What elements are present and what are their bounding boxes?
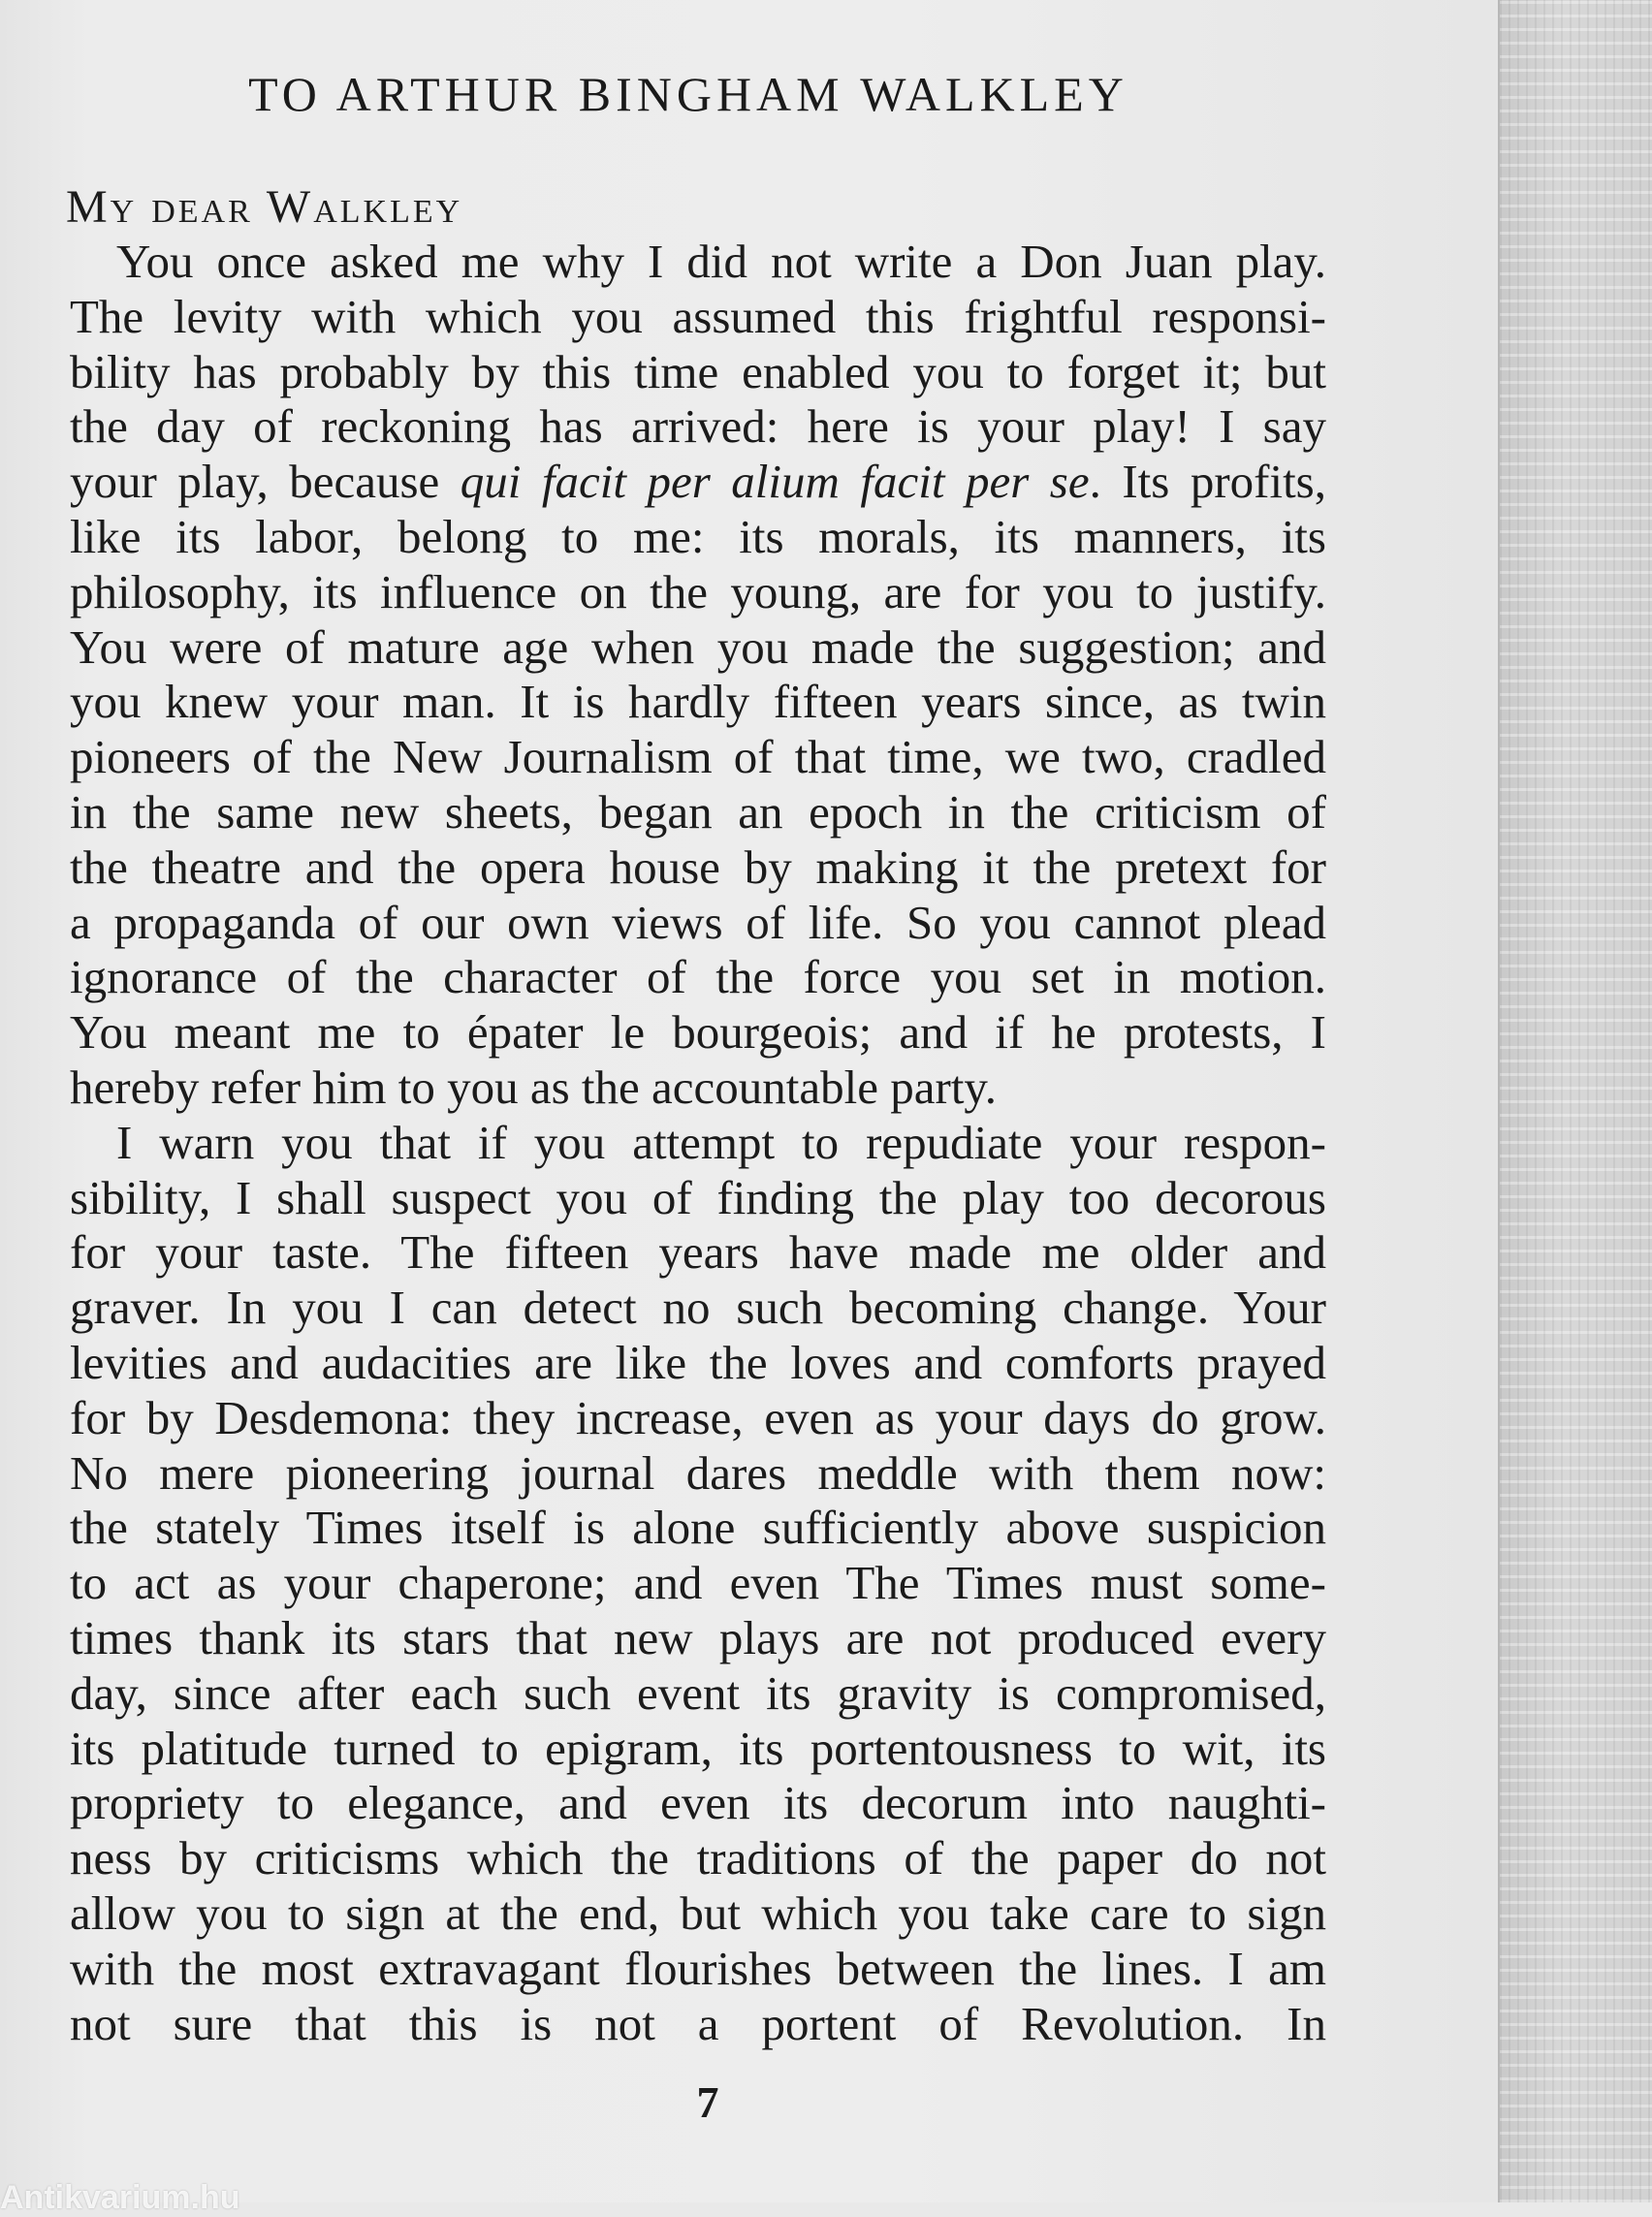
salutation: My dear Walkley — [66, 181, 463, 233]
dedication-heading: TO ARTHUR BINGHAM WALKLEY — [248, 67, 1128, 121]
watermark: Antikvarium.hu — [0, 2179, 240, 2216]
text-line: You were of mature age when you made the suggestion; and — [70, 619, 1326, 674]
text-line: times thank its stars that new plays are not produced every — [70, 1610, 1326, 1664]
text-line: philosophy, its influence on the young, are for you to justify. — [70, 564, 1326, 618]
text-line: No mere pioneering journal dares meddle with them now: — [70, 1445, 1326, 1500]
book-spine-edge — [1498, 0, 1652, 2202]
text-fragment: . Its profits, — [1089, 455, 1327, 509]
text-line: You meant me to épater le bourgeois; and if he protests, I — [70, 1005, 1326, 1060]
text-line: the theatre and the opera house by making it the pretext for — [70, 839, 1326, 894]
paragraph-1 — [70, 235, 1326, 1116]
text-line: sibility, I shall suspect you of finding the play too decorous — [70, 1170, 1326, 1224]
text-line: I warn you that if you attempt to repudiate your respon- — [116, 1115, 1326, 1169]
text-line: ignorance of the character of the force you set in motion. — [70, 950, 1326, 1004]
text-line: propriety to elegance, and even its decorum into naughti- — [70, 1776, 1326, 1830]
text-line: the stately Times itself is alone sufficiently above suspicion — [70, 1501, 1326, 1555]
text-line: you knew your man. It is hardly fifteen years since, as twin — [70, 675, 1326, 729]
text-line: pioneers of the New Journalism of that time, we two, cradled — [70, 730, 1326, 784]
text-line: a propaganda of our own views of life. So you cannot plead — [70, 895, 1326, 949]
text-line: the day of reckoning has arrived: here is your play! I say — [70, 399, 1326, 454]
text-line: its platitude turned to epigram, its portentousness to wit, its — [70, 1721, 1326, 1775]
text-line-with-latin-quote — [70, 455, 1326, 510]
page-number: 7 — [696, 2077, 719, 2127]
text-line: allow you to sign at the end, but which you take care to sign — [70, 1885, 1326, 1940]
text-line: not sure that this is not a portent of Revolution. In — [70, 1996, 1326, 2050]
text-line: ness by criticisms which the traditions of the paper do not — [70, 1831, 1326, 1885]
text-line: for your taste. The fifteen years have made me older and — [70, 1225, 1326, 1280]
text-line: for by Desdemona: they increase, even as your days do grow. — [70, 1390, 1326, 1444]
letter-body — [70, 235, 1326, 2051]
paragraph-2 — [70, 1116, 1326, 2052]
text-line: bility has probably by this time enabled you to forget it; but — [70, 344, 1326, 398]
text-line: day, since after each such event its gravity is compromised, — [70, 1665, 1326, 1720]
text-fragment: your play, because — [70, 455, 461, 509]
text-line: hereby refer him to you as the accountable party. — [70, 1060, 998, 1114]
text-line: like its labor, belong to me: its morals, its manners, its — [70, 509, 1326, 563]
text-line: The levity with which you assumed this frightful responsi- — [70, 289, 1326, 343]
text-line: You once asked me why I did not write a Don Juan play. — [116, 235, 1326, 288]
text-line: levities and audacities are like the loves and comforts prayed — [70, 1335, 1326, 1389]
text-line: graver. In you I can detect no such becoming change. Your — [70, 1281, 1326, 1335]
text-line: with the most extravagant flourishes between the lines. I am — [70, 1941, 1326, 1995]
latin-quote: qui facit per alium facit per se — [460, 455, 1090, 509]
text-line: to act as your chaperone; and even The Times must some- — [70, 1556, 1326, 1610]
text-line: in the same new sheets, began an epoch in the criticism of — [70, 784, 1326, 839]
